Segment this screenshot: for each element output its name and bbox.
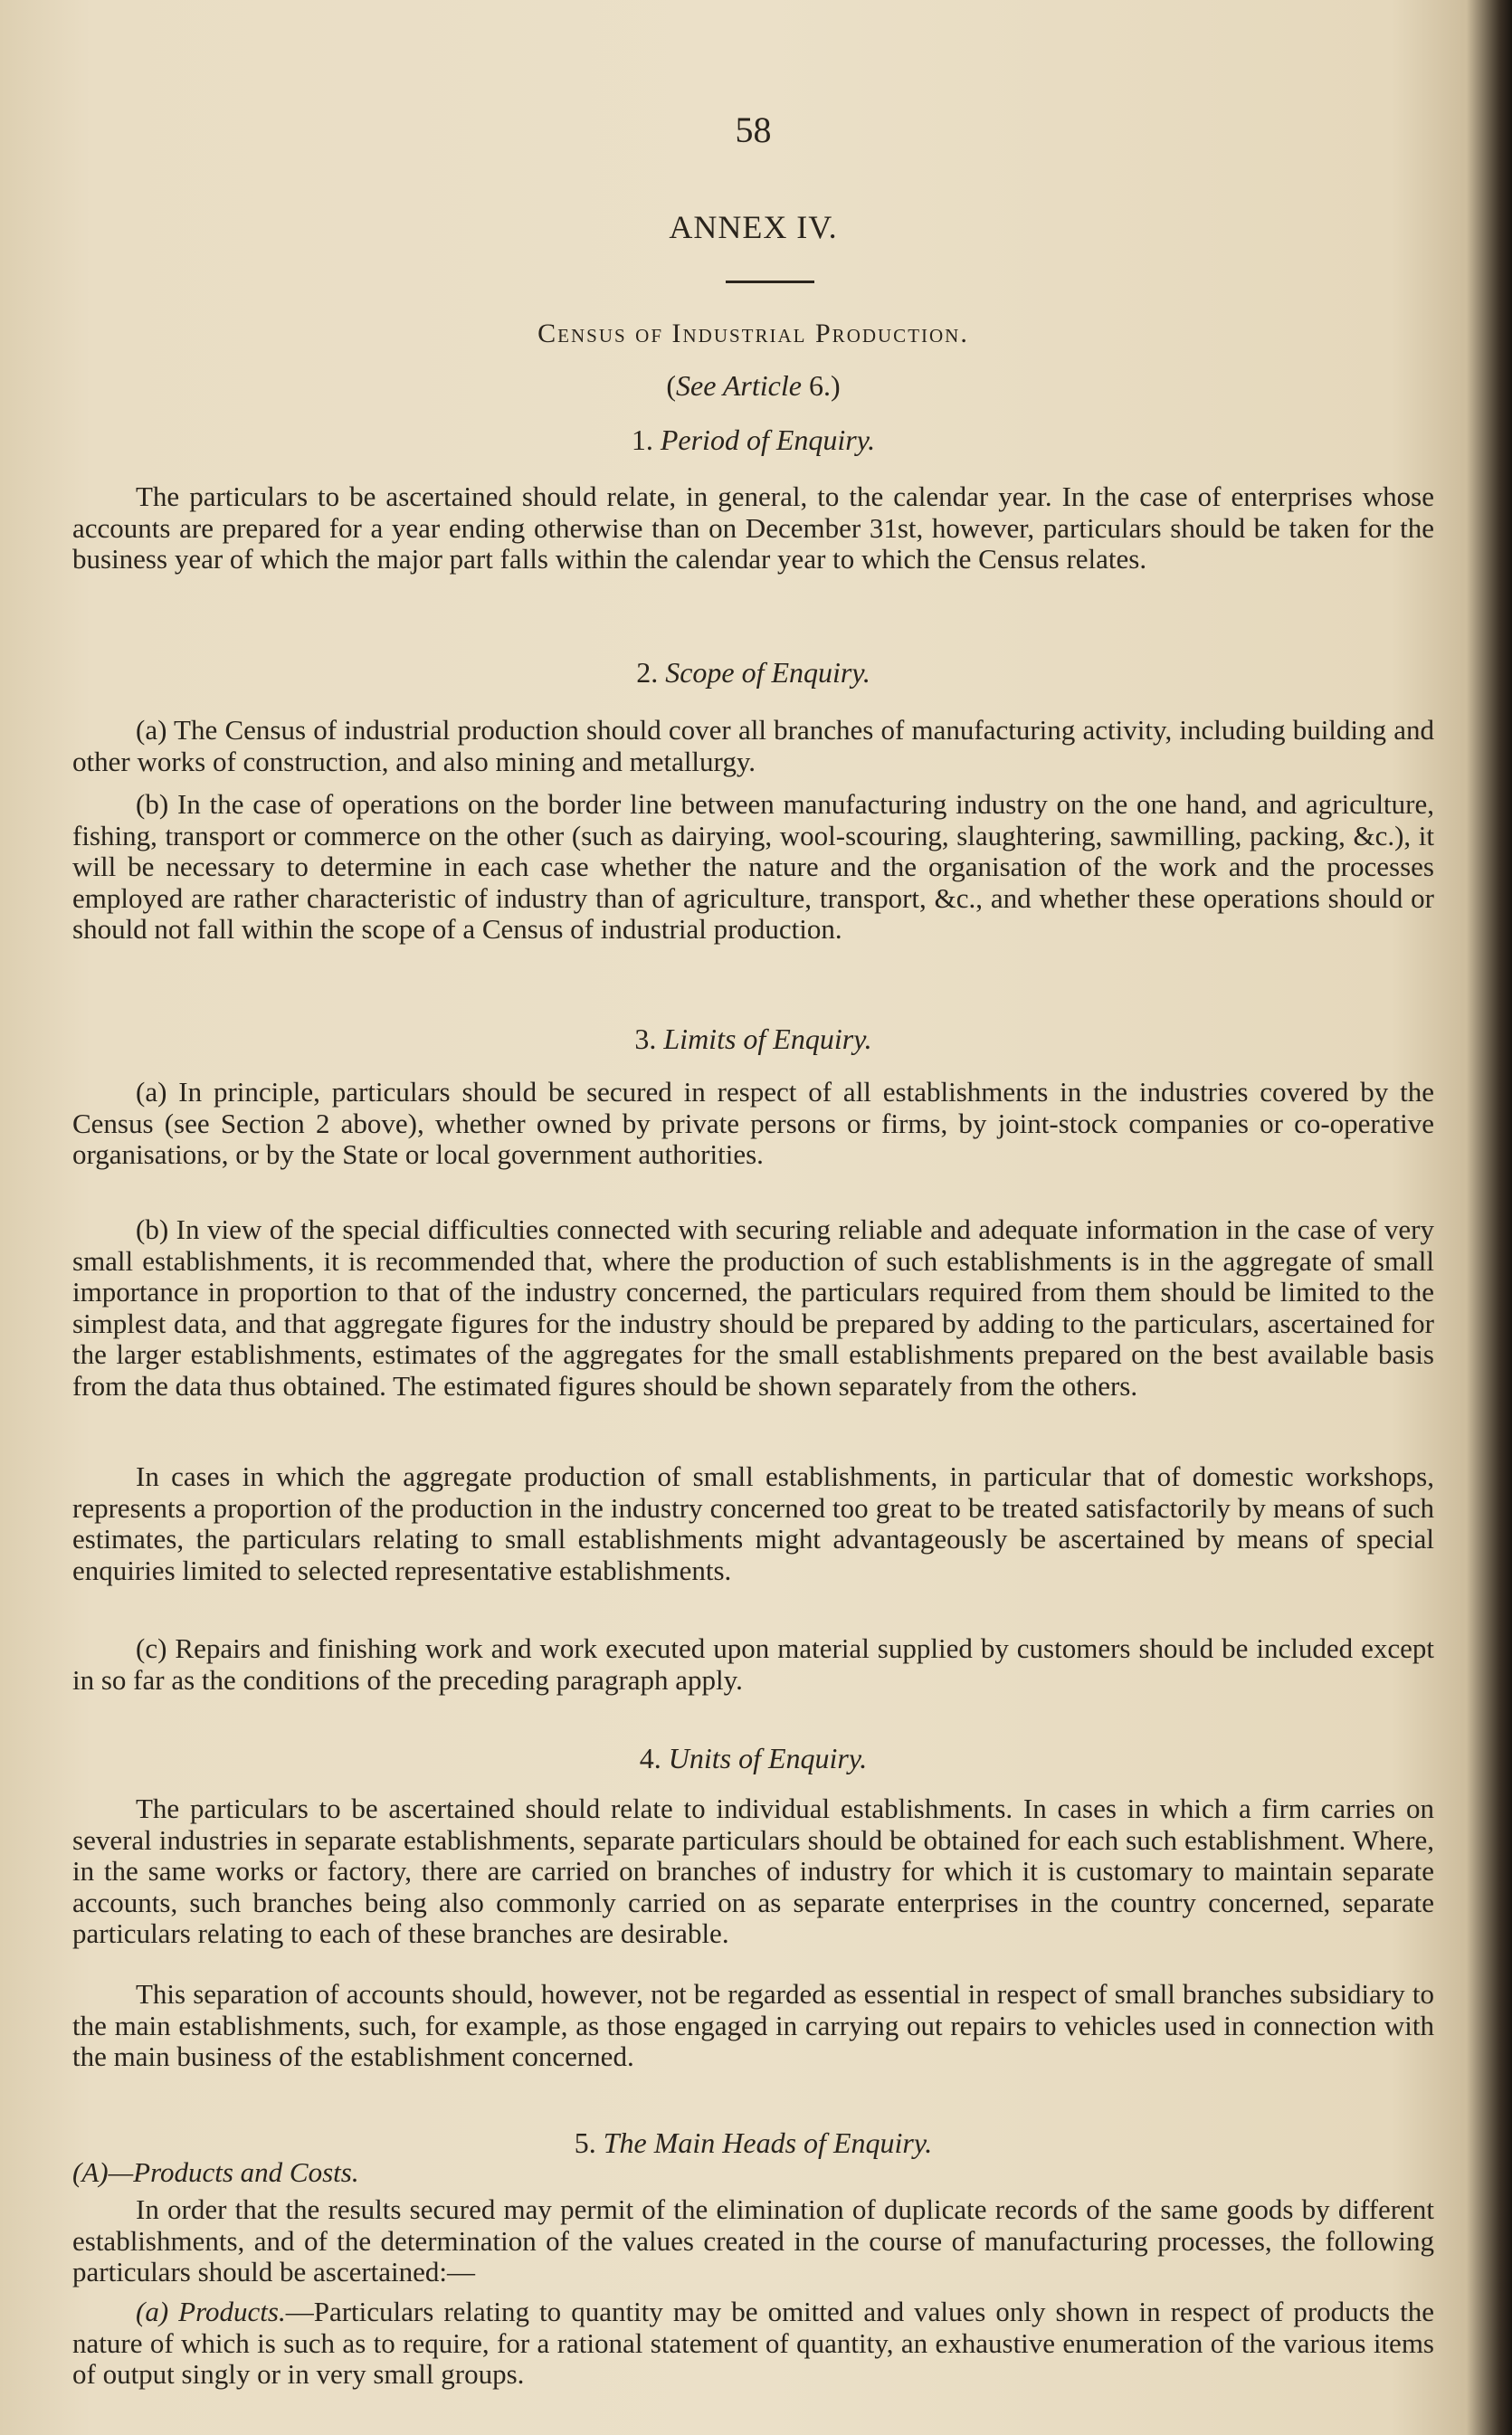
section-title: Scope of Enquiry. — [665, 656, 870, 689]
paragraph-limits-b: (b) In view of the special difficulties connected with securing reliable and adequate information in the case of very small establishments, it is recommended that, where the production of such establishments is in the aggregate of small importance in proportion to that of the industry concerned, the particulars required from them should be limited to the simplest data, and that aggregate figures for the industry should be prepared by adding to the particulars, ascertained for the larger establishments, estimates of the aggregates for the small establishments prepared on the best available basis from the data thus obtained. The estimated figures should be shown separately from the others. — [72, 1213, 1434, 1402]
subheading-products-and-costs: (A)—Products and Costs. — [72, 2156, 359, 2188]
section-title: Limits of Enquiry. — [663, 1023, 872, 1055]
paragraph-units-b: This separation of accounts should, however, not be regarded as essential in respect of small branches subsidiary to the main establishments, such, for example, as those engaged in carrying out repairs to vehicles used in connection with the main business of the establishment concerned. — [72, 1978, 1434, 2072]
heading-rule — [726, 281, 814, 283]
section-heading-5 — [72, 2126, 1434, 2160]
paragraph-limits-c: (c) Repairs and finishing work and work executed upon material supplied by customers should be included except in so far as the conditions of the preceding paragraph apply. — [72, 1632, 1434, 1696]
section-number: 2. — [636, 656, 666, 689]
products-text: —Particulars relating to quantity may be omitted and values only shown in respect of products the nature of which is such as to require, for a rational statement of quantity, an exhaustive enumeration of the various items of output singly or in very small groups. — [72, 2296, 1434, 2390]
paragraph-main-heads-intro: In order that the results secured may permit of the elimination of duplicate records of the same goods by different establishments, and of the determination of the values created in the course of manufacturing processes, the following particulars should be ascertained:— — [72, 2193, 1434, 2288]
section-number: 5. — [574, 2126, 604, 2159]
paragraph-products — [72, 2297, 1434, 2391]
article-reference-open: ( — [666, 369, 677, 402]
annex-heading: ANNEX IV. — [669, 209, 838, 245]
article-reference-num: 6.) — [801, 369, 841, 402]
section-title: The Main Heads of Enquiry. — [603, 2126, 933, 2159]
products-label: (a) Products. — [136, 2296, 286, 2327]
section-number: 4. — [639, 1742, 669, 1774]
paragraph-units-a: The particulars to be ascertained should relate to individual establishments. In cases in which a firm carries on several industries in separate establishments, separate particulars should be obtained for each such establishment. Where, in the same works or factory, there are carried on branches of industry for which it is customary to maintain separate accounts, such branches being also commonly carried on as separate enterprises in the country concerned, separate particulars relating to each of these branches are desirable. — [72, 1793, 1434, 1949]
section-heading-1 — [72, 423, 1434, 457]
section-heading-2 — [72, 656, 1434, 690]
section-number: 1. — [631, 423, 661, 456]
paragraph-scope-a: (a) The Census of industrial production should cover all branches of manufacturing activity, including building and other works of construction, and also mining and metallurgy. — [72, 714, 1434, 777]
article-reference-see: See Article — [676, 369, 802, 402]
paragraph-period: The particulars to be ascertained should relate, in general, to the calendar year. In the case of enterprises whose accounts are prepared for a year ending otherwise than on December 31st, however, particulars should be taken for the business year of which the major part falls within the calendar year to which the Census relates. — [72, 480, 1434, 575]
section-title: Units of Enquiry. — [668, 1742, 868, 1774]
paragraph-scope-b: (b) In the case of operations on the border line between manufacturing industry on the one hand, and agriculture, fishing, transport or commerce on the other (such as dairying, wool-scouring, slaughtering, sawmilling, packing, &c.), it will be necessary to determine in each case whether the nature and the organisation of the work and the processes employed are rather characteristic of industry than of agriculture, transport, &c., and whether these operations should or should not fall within the scope of a Census of industrial production. — [72, 788, 1434, 945]
section-title: Period of Enquiry. — [660, 423, 876, 456]
document-title: Census of Industrial Production. — [537, 319, 969, 348]
paragraph-limits-a: (a) In principle, particulars should be secured in respect of all establishments in the industries covered by the Census (see Section 2 above), whether owned by private persons or firms, by joint-stock companies or co-operative organisations, or by the State or local government authorities. — [72, 1076, 1434, 1170]
article-reference — [72, 369, 1434, 403]
section-heading-4 — [72, 1742, 1434, 1775]
section-number: 3. — [634, 1023, 664, 1055]
paragraph-limits-b-continued: In cases in which the aggregate production of small establishments, in particular that of domestic workshops, represents a proportion of the production in the industry concerned too great to be treated satisfactorily by means of such estimates, the particulars relating to small establishments might advantageously be ascertained by means of special enquiries limited to selected representative establishments. — [72, 1460, 1434, 1586]
page-number: 58 — [735, 109, 772, 150]
section-heading-3 — [72, 1023, 1434, 1056]
